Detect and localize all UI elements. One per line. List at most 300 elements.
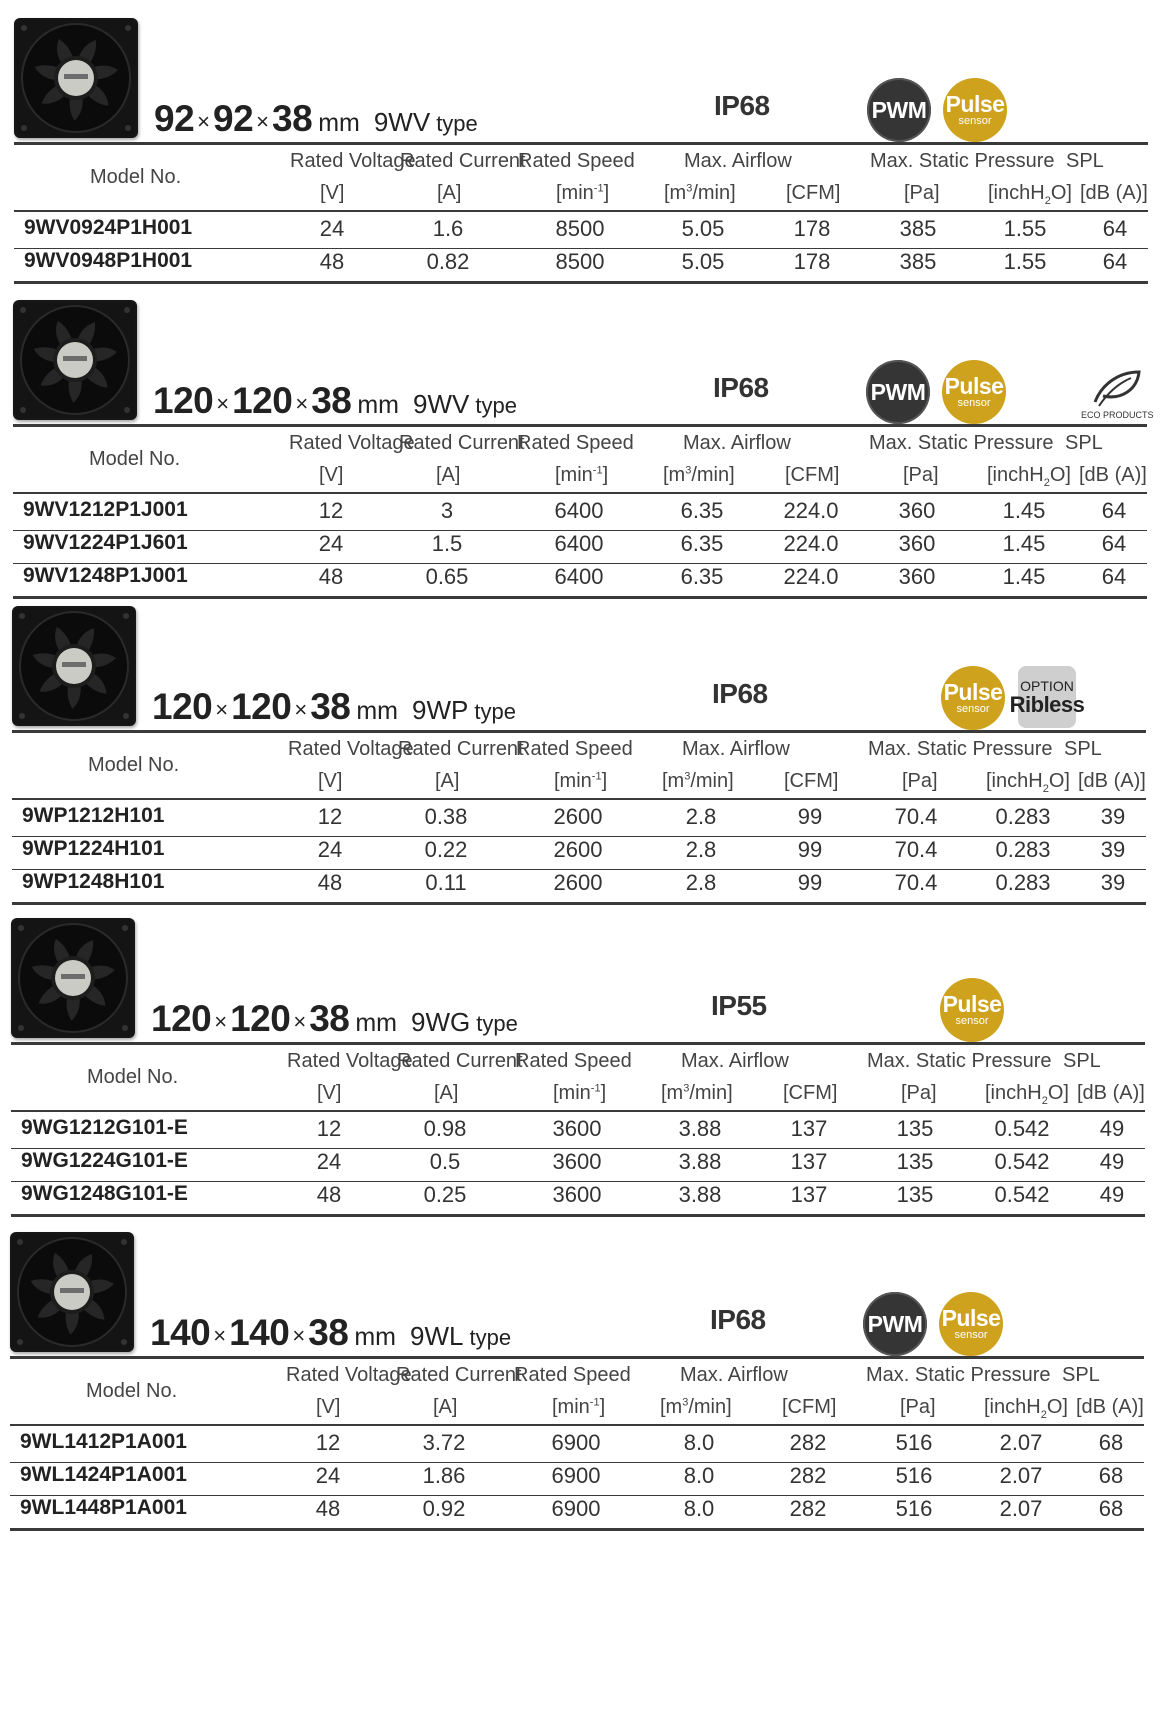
width-dimension: 120 bbox=[151, 998, 212, 1039]
m3-exp: 3 bbox=[685, 464, 692, 477]
pressure-pa-unit bbox=[902, 770, 938, 793]
fan-series-section bbox=[14, 18, 1164, 348]
value-rpm: 6900 bbox=[551, 1496, 601, 1521]
value-m3: 2.8 bbox=[685, 804, 717, 829]
airflow-m3-unit bbox=[661, 1082, 733, 1105]
db-unit: [dB (A)] bbox=[1076, 1396, 1144, 1418]
rpm-close: ] bbox=[599, 1396, 606, 1418]
value-inch: 1.55 bbox=[1003, 216, 1047, 241]
value-v: 48 bbox=[319, 249, 345, 274]
value-a: 3 bbox=[440, 498, 454, 523]
value-a: 0.82 bbox=[426, 249, 470, 274]
voltage-header: Rated Voltage bbox=[289, 432, 415, 454]
value-m3: 6.35 bbox=[680, 498, 724, 523]
value-db: 64 bbox=[1101, 564, 1127, 589]
value-m3: 8.0 bbox=[683, 1496, 715, 1521]
value-inch: 0.542 bbox=[994, 1182, 1050, 1207]
row-rule bbox=[13, 596, 1147, 599]
spl-unit bbox=[1080, 182, 1148, 205]
inch-sub: 2 bbox=[1044, 195, 1051, 207]
voltage-unit bbox=[320, 182, 344, 205]
m3-close: /min] bbox=[689, 1082, 733, 1104]
model-number: 9WL1448P1A001 bbox=[20, 1496, 187, 1519]
m3-close: /min] bbox=[692, 182, 736, 204]
m3-unit: [m bbox=[662, 770, 685, 792]
sensor-label: sensor bbox=[958, 115, 992, 127]
value-rpm: 6400 bbox=[554, 531, 604, 556]
pressure-pa-unit bbox=[901, 1082, 937, 1105]
value-inch: 0.283 bbox=[995, 804, 1051, 829]
sensor-label: sensor bbox=[956, 703, 990, 715]
pressure-inch-unit bbox=[987, 464, 1071, 489]
value-db: 68 bbox=[1098, 1430, 1124, 1455]
rpm-close: ] bbox=[602, 464, 609, 486]
value-pa: 70.4 bbox=[894, 837, 938, 862]
value-cfm: 178 bbox=[793, 249, 831, 274]
value-inch: 2.07 bbox=[999, 1463, 1043, 1488]
value-cfm: 137 bbox=[790, 1149, 828, 1174]
spl-header: SPL bbox=[1064, 738, 1102, 760]
value-rpm: 6400 bbox=[554, 498, 604, 523]
value-pa: 385 bbox=[899, 249, 937, 274]
inch-close: O] bbox=[1048, 770, 1070, 792]
rpm-exp: -1 bbox=[593, 182, 604, 195]
m3-unit: [m bbox=[664, 182, 687, 204]
height-dimension: 140 bbox=[229, 1312, 290, 1353]
value-m3: 3.88 bbox=[678, 1182, 722, 1207]
times-sign: × bbox=[256, 109, 270, 134]
airflow-header: Max. Airflow bbox=[682, 738, 790, 760]
value-inch: 0.542 bbox=[994, 1116, 1050, 1141]
inch-sub: 2 bbox=[1040, 1409, 1047, 1421]
current-unit bbox=[433, 1396, 457, 1419]
value-m3: 8.0 bbox=[683, 1430, 715, 1455]
pulse-sensor-badge bbox=[943, 78, 1007, 142]
table-top-rule bbox=[10, 1356, 1144, 1359]
current-header: Rated Current bbox=[398, 738, 524, 760]
pressure-inch-unit bbox=[985, 1082, 1069, 1107]
inch-unit: [inchH bbox=[985, 1082, 1042, 1104]
value-pa: 135 bbox=[896, 1149, 934, 1174]
value-m3: 3.88 bbox=[678, 1116, 722, 1141]
value-a: 0.65 bbox=[425, 564, 469, 589]
model-header: Model No. bbox=[90, 166, 182, 188]
value-m3: 5.05 bbox=[681, 249, 725, 274]
voltage-header: Rated Voltage bbox=[286, 1364, 412, 1386]
pressure-header: Max. Static Pressure bbox=[867, 1050, 1052, 1072]
pwm-badge: PWM bbox=[867, 78, 931, 142]
volt-unit: [V] bbox=[318, 770, 343, 792]
model-number: 9WG1224G101-E bbox=[21, 1149, 188, 1172]
pressure-header: Max. Static Pressure bbox=[869, 432, 1054, 454]
m3-exp: 3 bbox=[684, 770, 691, 783]
db-unit: [dB (A)] bbox=[1080, 182, 1148, 204]
height-dimension: 92 bbox=[213, 98, 254, 139]
depth-dimension: 38 bbox=[309, 998, 350, 1039]
db-unit: [dB (A)] bbox=[1077, 1082, 1145, 1104]
value-rpm: 3600 bbox=[552, 1149, 602, 1174]
pulse-label: Pulse bbox=[941, 1305, 1001, 1331]
section-title bbox=[150, 1312, 511, 1354]
value-m3: 6.35 bbox=[680, 531, 724, 556]
model-number: 9WV0948P1H001 bbox=[24, 249, 193, 272]
times-sign: × bbox=[216, 391, 230, 416]
value-pa: 516 bbox=[895, 1430, 933, 1455]
series-name: 9WL bbox=[410, 1321, 464, 1351]
model-number: 9WV1224P1J601 bbox=[23, 531, 188, 554]
value-a: 1.5 bbox=[431, 531, 463, 556]
value-a: 0.38 bbox=[424, 804, 468, 829]
spl-header: SPL bbox=[1066, 150, 1104, 172]
pulse-sensor-badge bbox=[941, 666, 1005, 730]
unit-mm: mm bbox=[357, 391, 399, 419]
pwm-badge: PWM bbox=[866, 360, 930, 424]
inch-unit: [inchH bbox=[986, 770, 1043, 792]
value-db: 39 bbox=[1100, 870, 1126, 895]
rpm-unit: [min bbox=[555, 464, 593, 486]
value-pa: 135 bbox=[896, 1116, 934, 1141]
table-header-rule bbox=[10, 1424, 1144, 1426]
pa-unit: [Pa] bbox=[904, 182, 940, 204]
value-rpm: 6900 bbox=[551, 1430, 601, 1455]
ip-rating: IP68 bbox=[714, 90, 770, 121]
value-m3: 6.35 bbox=[680, 564, 724, 589]
value-a: 0.11 bbox=[425, 870, 467, 895]
times-sign: × bbox=[213, 1323, 227, 1348]
fan-photo bbox=[10, 1232, 134, 1352]
fan-photo bbox=[12, 606, 136, 726]
value-a: 0.98 bbox=[423, 1116, 467, 1141]
value-rpm: 2600 bbox=[553, 870, 603, 895]
height-dimension: 120 bbox=[231, 686, 292, 727]
value-v: 48 bbox=[317, 870, 343, 895]
value-v: 24 bbox=[317, 837, 343, 862]
times-sign: × bbox=[292, 1323, 306, 1348]
width-dimension: 120 bbox=[152, 686, 213, 727]
spl-unit bbox=[1079, 464, 1147, 487]
db-unit: [dB (A)] bbox=[1078, 770, 1146, 792]
current-unit bbox=[435, 770, 459, 793]
table-top-rule bbox=[13, 424, 1147, 427]
current-unit bbox=[436, 464, 460, 487]
value-pa: 516 bbox=[895, 1496, 933, 1521]
unit-mm: mm bbox=[356, 697, 398, 725]
airflow-cfm-unit bbox=[783, 1082, 837, 1105]
rpm-close: ] bbox=[603, 182, 610, 204]
amp-unit: [A] bbox=[436, 464, 461, 486]
amp-unit: [A] bbox=[434, 1082, 459, 1104]
rpm-close: ] bbox=[600, 1082, 607, 1104]
value-pa: 135 bbox=[896, 1182, 934, 1207]
row-rule bbox=[10, 1528, 1144, 1531]
fan-series-section bbox=[10, 1232, 1160, 1562]
row-rule bbox=[14, 281, 1148, 284]
model-number: 9WL1412P1A001 bbox=[20, 1430, 187, 1453]
section-title bbox=[153, 380, 517, 422]
value-m3: 3.88 bbox=[678, 1149, 722, 1174]
current-unit bbox=[437, 182, 461, 205]
sensor-label: sensor bbox=[955, 1015, 989, 1027]
amp-unit: [A] bbox=[433, 1396, 458, 1418]
pa-unit: [Pa] bbox=[902, 770, 938, 792]
value-db: 49 bbox=[1099, 1149, 1125, 1174]
value-rpm: 6400 bbox=[554, 564, 604, 589]
value-pa: 360 bbox=[898, 531, 936, 556]
pulse-label: Pulse bbox=[944, 373, 1004, 399]
eco-products-label: ECO PRODUCTS bbox=[1081, 410, 1154, 420]
fan-photo bbox=[13, 300, 137, 420]
value-rpm: 2600 bbox=[553, 837, 603, 862]
unit-mm: mm bbox=[318, 109, 360, 137]
value-v: 48 bbox=[316, 1182, 342, 1207]
value-db: 64 bbox=[1102, 249, 1128, 274]
rpm-unit: [min bbox=[552, 1396, 590, 1418]
value-pa: 516 bbox=[895, 1463, 933, 1488]
ip-rating: IP68 bbox=[713, 372, 769, 403]
speed-header: Rated Speed bbox=[514, 1364, 631, 1386]
value-inch: 0.283 bbox=[995, 837, 1051, 862]
pulse-sensor-badge bbox=[940, 978, 1004, 1042]
times-sign: × bbox=[295, 391, 309, 416]
spl-header: SPL bbox=[1065, 432, 1103, 454]
rpm-unit: [min bbox=[553, 1082, 591, 1104]
section-title bbox=[154, 98, 478, 140]
value-inch: 1.45 bbox=[1002, 531, 1046, 556]
unit-mm: mm bbox=[355, 1009, 397, 1037]
times-sign: × bbox=[215, 697, 229, 722]
m3-exp: 3 bbox=[682, 1396, 689, 1409]
depth-dimension: 38 bbox=[310, 686, 351, 727]
value-cfm: 282 bbox=[789, 1463, 827, 1488]
table-header-rule bbox=[12, 798, 1146, 800]
voltage-header: Rated Voltage bbox=[290, 150, 416, 172]
value-inch: 2.07 bbox=[999, 1430, 1043, 1455]
times-sign: × bbox=[214, 1009, 228, 1034]
speed-header: Rated Speed bbox=[517, 432, 634, 454]
m3-exp: 3 bbox=[686, 182, 693, 195]
cfm-unit: [CFM] bbox=[783, 1082, 838, 1104]
voltage-unit bbox=[318, 770, 342, 793]
rpm-exp: -1 bbox=[592, 464, 603, 477]
value-m3: 8.0 bbox=[683, 1463, 715, 1488]
value-cfm: 224.0 bbox=[783, 564, 839, 589]
rpm-exp: -1 bbox=[591, 770, 602, 783]
model-number: 9WV1212P1J001 bbox=[23, 498, 188, 521]
value-pa: 70.4 bbox=[894, 804, 938, 829]
pa-unit: [Pa] bbox=[901, 1082, 937, 1104]
speed-unit bbox=[552, 1396, 605, 1419]
speed-unit bbox=[553, 1082, 606, 1105]
pressure-pa-unit bbox=[904, 182, 940, 205]
airflow-cfm-unit bbox=[782, 1396, 836, 1419]
model-header: Model No. bbox=[87, 1066, 179, 1088]
depth-dimension: 38 bbox=[272, 98, 313, 139]
fan-photo bbox=[11, 918, 135, 1038]
pressure-pa-unit bbox=[903, 464, 939, 487]
times-sign: × bbox=[294, 697, 308, 722]
value-a: 0.22 bbox=[424, 837, 468, 862]
value-m3: 2.8 bbox=[685, 837, 717, 862]
value-v: 48 bbox=[318, 564, 344, 589]
model-number: 9WV0924P1H001 bbox=[24, 216, 193, 239]
value-inch: 0.542 bbox=[994, 1149, 1050, 1174]
series-name: 9WP bbox=[412, 695, 469, 725]
model-header: Model No. bbox=[89, 448, 181, 470]
inch-sub: 2 bbox=[1043, 477, 1050, 489]
spl-header: SPL bbox=[1063, 1050, 1101, 1072]
model-number: 9WG1212G101-E bbox=[21, 1116, 188, 1139]
airflow-header: Max. Airflow bbox=[683, 432, 791, 454]
value-v: 12 bbox=[317, 804, 343, 829]
m3-close: /min] bbox=[690, 770, 734, 792]
current-unit bbox=[434, 1082, 458, 1105]
speed-unit bbox=[554, 770, 607, 793]
type-label: type bbox=[436, 111, 478, 136]
value-cfm: 99 bbox=[797, 804, 823, 829]
value-db: 39 bbox=[1100, 804, 1126, 829]
m3-unit: [m bbox=[663, 464, 686, 486]
value-db: 49 bbox=[1099, 1116, 1125, 1141]
inch-unit: [inchH bbox=[984, 1396, 1041, 1418]
model-header: Model No. bbox=[86, 1380, 178, 1402]
amp-unit: [A] bbox=[435, 770, 460, 792]
model-number: 9WG1248G101-E bbox=[21, 1182, 188, 1205]
speed-header: Rated Speed bbox=[518, 150, 635, 172]
inch-unit: [inchH bbox=[988, 182, 1045, 204]
series-name: 9WV bbox=[413, 389, 470, 419]
spl-header: SPL bbox=[1062, 1364, 1100, 1386]
ribless-option-badge bbox=[1009, 666, 1085, 728]
type-label: type bbox=[474, 699, 516, 724]
volt-unit: [V] bbox=[316, 1396, 341, 1418]
table-top-rule bbox=[11, 1042, 1145, 1045]
table-top-rule bbox=[12, 730, 1146, 733]
fan-series-section bbox=[13, 300, 1163, 630]
speed-header: Rated Speed bbox=[516, 738, 633, 760]
pa-unit: [Pa] bbox=[900, 1396, 936, 1418]
inch-close: O] bbox=[1049, 464, 1071, 486]
pulse-sensor-badge bbox=[939, 1292, 1003, 1356]
value-inch: 2.07 bbox=[999, 1496, 1043, 1521]
table-header-rule bbox=[11, 1110, 1145, 1112]
speed-header: Rated Speed bbox=[515, 1050, 632, 1072]
value-rpm: 3600 bbox=[552, 1182, 602, 1207]
fan-series-section bbox=[11, 918, 1161, 1248]
voltage-header: Rated Voltage bbox=[288, 738, 414, 760]
spl-unit bbox=[1076, 1396, 1144, 1419]
pressure-pa-unit bbox=[900, 1396, 936, 1419]
model-number: 9WV1248P1J001 bbox=[23, 564, 188, 587]
volt-unit: [V] bbox=[319, 464, 344, 486]
row-rule bbox=[12, 902, 1146, 905]
airflow-header: Max. Airflow bbox=[681, 1050, 789, 1072]
value-v: 12 bbox=[315, 1430, 341, 1455]
airflow-header: Max. Airflow bbox=[680, 1364, 788, 1386]
inch-unit: [inchH bbox=[987, 464, 1044, 486]
rpm-close: ] bbox=[601, 770, 608, 792]
value-v: 48 bbox=[315, 1496, 341, 1521]
width-dimension: 140 bbox=[150, 1312, 211, 1353]
db-unit: [dB (A)] bbox=[1079, 464, 1147, 486]
voltage-unit bbox=[319, 464, 343, 487]
value-a: 0.25 bbox=[423, 1182, 467, 1207]
inch-sub: 2 bbox=[1042, 783, 1049, 795]
model-number: 9WP1224H101 bbox=[22, 837, 165, 860]
type-label: type bbox=[476, 1011, 518, 1036]
width-dimension: 120 bbox=[153, 380, 214, 421]
value-v: 12 bbox=[318, 498, 344, 523]
pulse-label: Pulse bbox=[942, 991, 1002, 1017]
type-label: type bbox=[475, 393, 517, 418]
voltage-unit bbox=[317, 1082, 341, 1105]
volt-unit: [V] bbox=[317, 1082, 342, 1104]
pa-unit: [Pa] bbox=[903, 464, 939, 486]
value-pa: 70.4 bbox=[894, 870, 938, 895]
pwm-badge: PWM bbox=[863, 1292, 927, 1356]
value-inch: 0.283 bbox=[995, 870, 1051, 895]
value-cfm: 137 bbox=[790, 1116, 828, 1141]
pressure-header: Max. Static Pressure bbox=[866, 1364, 1051, 1386]
height-dimension: 120 bbox=[232, 380, 293, 421]
amp-unit: [A] bbox=[437, 182, 462, 204]
pulse-label: Pulse bbox=[943, 679, 1003, 705]
value-cfm: 282 bbox=[789, 1430, 827, 1455]
value-cfm: 224.0 bbox=[783, 498, 839, 523]
value-inch: 1.55 bbox=[1003, 249, 1047, 274]
cfm-unit: [CFM] bbox=[784, 770, 839, 792]
cfm-unit: [CFM] bbox=[786, 182, 841, 204]
value-db: 49 bbox=[1099, 1182, 1125, 1207]
inch-sub: 2 bbox=[1041, 1095, 1048, 1107]
table-header-rule bbox=[14, 210, 1148, 212]
depth-dimension: 38 bbox=[311, 380, 352, 421]
depth-dimension: 38 bbox=[308, 1312, 349, 1353]
m3-close: /min] bbox=[691, 464, 735, 486]
value-db: 68 bbox=[1098, 1496, 1124, 1521]
value-cfm: 99 bbox=[797, 870, 823, 895]
unit-mm: mm bbox=[354, 1323, 396, 1351]
value-v: 12 bbox=[316, 1116, 342, 1141]
value-cfm: 224.0 bbox=[783, 531, 839, 556]
width-dimension: 92 bbox=[154, 98, 195, 139]
row-rule bbox=[11, 1214, 1145, 1217]
table-header-rule bbox=[13, 492, 1147, 494]
inch-close: O] bbox=[1047, 1082, 1069, 1104]
value-db: 39 bbox=[1100, 837, 1126, 862]
m3-unit: [m bbox=[661, 1082, 684, 1104]
table-top-rule bbox=[14, 142, 1148, 145]
value-db: 64 bbox=[1101, 498, 1127, 523]
speed-unit bbox=[555, 464, 608, 487]
sensor-label: sensor bbox=[954, 1329, 988, 1341]
airflow-m3-unit bbox=[662, 770, 734, 793]
model-number: 9WP1248H101 bbox=[22, 870, 165, 893]
value-a: 0.92 bbox=[422, 1496, 466, 1521]
value-db: 68 bbox=[1098, 1463, 1124, 1488]
value-v: 24 bbox=[319, 216, 345, 241]
volt-unit: [V] bbox=[320, 182, 345, 204]
times-sign: × bbox=[197, 109, 211, 134]
pulse-label: Pulse bbox=[945, 91, 1005, 117]
value-pa: 385 bbox=[899, 216, 937, 241]
value-a: 1.6 bbox=[432, 216, 464, 241]
value-rpm: 8500 bbox=[555, 249, 605, 274]
airflow-m3-unit bbox=[663, 464, 735, 487]
airflow-cfm-unit bbox=[784, 770, 838, 793]
value-db: 64 bbox=[1101, 531, 1127, 556]
model-header: Model No. bbox=[88, 754, 180, 776]
value-pa: 360 bbox=[898, 498, 936, 523]
